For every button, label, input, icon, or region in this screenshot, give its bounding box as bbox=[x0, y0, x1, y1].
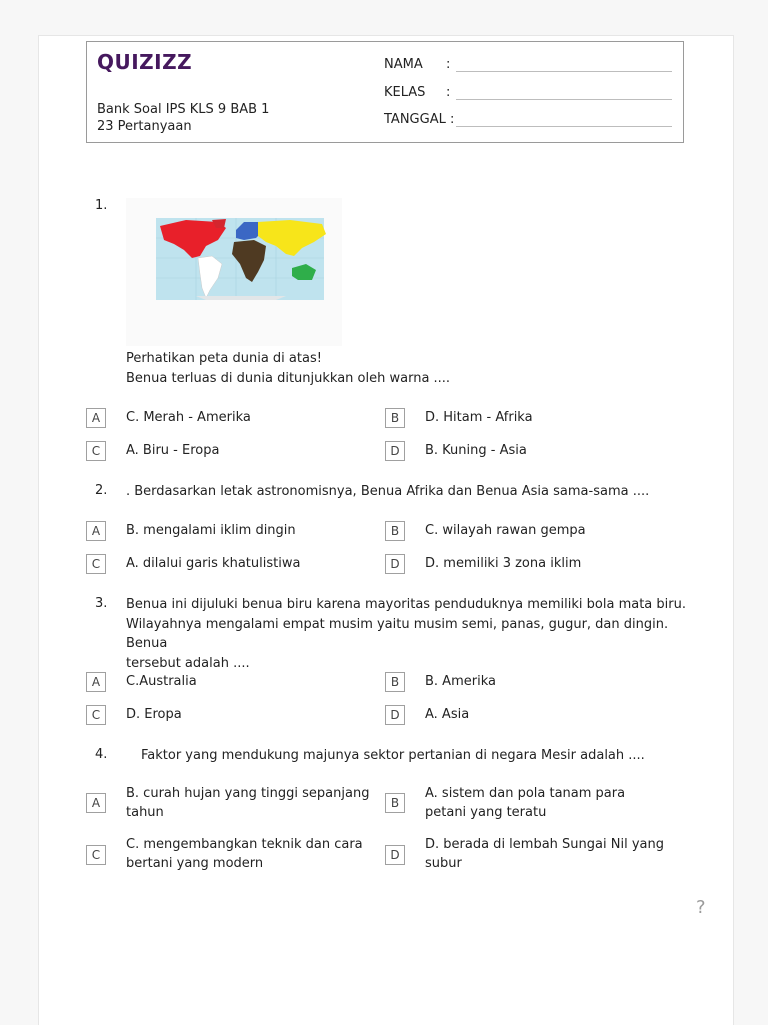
option-letter-box[interactable]: A bbox=[86, 408, 106, 428]
question-number: 3. bbox=[95, 596, 108, 611]
option-text[interactable]: A. Asia bbox=[425, 707, 470, 722]
date-colon: : bbox=[449, 112, 455, 127]
question-line: Benua terluas di dunia ditunjukkan oleh warna .... bbox=[126, 370, 451, 386]
option-text[interactable]: B. Amerika bbox=[425, 674, 496, 689]
option-letter-box[interactable]: D bbox=[385, 845, 405, 865]
option-letter-box[interactable]: A bbox=[86, 793, 106, 813]
name-line bbox=[456, 71, 672, 72]
option-text[interactable]: C. Merah - Amerika bbox=[126, 410, 251, 425]
class-line bbox=[456, 99, 672, 100]
class-label: KELAS bbox=[384, 85, 426, 100]
option-letter-box[interactable]: C bbox=[86, 554, 106, 574]
option-letter-box[interactable]: C bbox=[86, 705, 106, 725]
option-text[interactable]: C. mengembangkan teknik dan cara bertani yang modern bbox=[126, 837, 363, 871]
option-letter-box[interactable]: B bbox=[385, 793, 405, 813]
option-text[interactable]: B. Kuning - Asia bbox=[425, 443, 527, 458]
option-text[interactable]: D. berada di lembah Sungai Nil yang subur bbox=[425, 837, 664, 871]
name-field bbox=[384, 57, 450, 72]
option-letter-box[interactable]: D bbox=[385, 441, 405, 461]
question-text bbox=[126, 482, 691, 502]
option-text[interactable]: A. dilalui garis khatulistiwa bbox=[126, 556, 301, 571]
question-count: 23 Pertanyaan bbox=[97, 119, 192, 134]
question-line: Wilayahnya mengalami empat musim yaitu musim semi, panas, gugur, dan dingin. Benua bbox=[126, 616, 669, 651]
option-text[interactable]: D. memiliki 3 zona iklim bbox=[425, 556, 582, 571]
question-number: 4. bbox=[95, 747, 108, 762]
class-colon: : bbox=[446, 85, 451, 100]
option-letter-box[interactable]: B bbox=[385, 408, 405, 428]
class-field bbox=[384, 85, 450, 100]
option-text[interactable]: C.Australia bbox=[126, 674, 197, 689]
help-icon[interactable]: ? bbox=[696, 897, 706, 918]
quizizz-logo: QUIZIZZ bbox=[97, 50, 193, 74]
option-letter-box[interactable]: D bbox=[385, 705, 405, 725]
date-label: TANGGAL bbox=[384, 112, 446, 127]
question-line: Faktor yang mendukung majunya sektor pertanian di negara Mesir adalah .... bbox=[141, 748, 645, 763]
option-letter-box[interactable]: A bbox=[86, 521, 106, 541]
world-map-image bbox=[126, 198, 342, 346]
question-line: Benua ini dijuluki benua biru karena mayoritas penduduknya memiliki bola mata biru. bbox=[126, 597, 686, 612]
option-letter-box[interactable]: D bbox=[385, 554, 405, 574]
date-line bbox=[456, 126, 672, 127]
option-text[interactable]: B. curah hujan yang tinggi sepanjang tahun bbox=[126, 786, 370, 820]
name-colon: : bbox=[446, 57, 451, 72]
name-label: NAMA bbox=[384, 57, 423, 72]
option-letter-box[interactable]: C bbox=[86, 845, 106, 865]
question-number: 2. bbox=[95, 483, 108, 498]
option-letter-box[interactable]: B bbox=[385, 521, 405, 541]
option-letter-box[interactable]: B bbox=[385, 672, 405, 692]
question-line: Perhatikan peta dunia di atas! bbox=[126, 351, 322, 366]
question-text bbox=[126, 349, 691, 388]
quiz-title: Bank Soal IPS KLS 9 BAB 1 bbox=[97, 102, 270, 117]
date-field bbox=[384, 112, 454, 127]
option-text[interactable]: D. Eropa bbox=[126, 707, 182, 722]
option-text[interactable]: D. Hitam - Afrika bbox=[425, 410, 533, 425]
option-letter-box[interactable]: A bbox=[86, 672, 106, 692]
question-line: . Berdasarkan letak astronomisnya, Benua Afrika dan Benua Asia sama-sama .... bbox=[126, 484, 650, 499]
question-text bbox=[126, 595, 691, 673]
question-text bbox=[141, 746, 706, 766]
option-text[interactable]: A. Biru - Eropa bbox=[126, 443, 220, 458]
option-letter-box[interactable]: C bbox=[86, 441, 106, 461]
option-text[interactable]: C. wilayah rawan gempa bbox=[425, 523, 586, 538]
option-text[interactable]: B. mengalami iklim dingin bbox=[126, 523, 296, 538]
world-map-graphic bbox=[126, 198, 342, 346]
question-number: 1. bbox=[95, 198, 108, 213]
worksheet-header bbox=[86, 41, 684, 143]
option-text[interactable]: A. sistem dan pola tanam para petani yang teratu bbox=[425, 786, 626, 820]
question-line: tersebut adalah .... bbox=[126, 655, 250, 671]
